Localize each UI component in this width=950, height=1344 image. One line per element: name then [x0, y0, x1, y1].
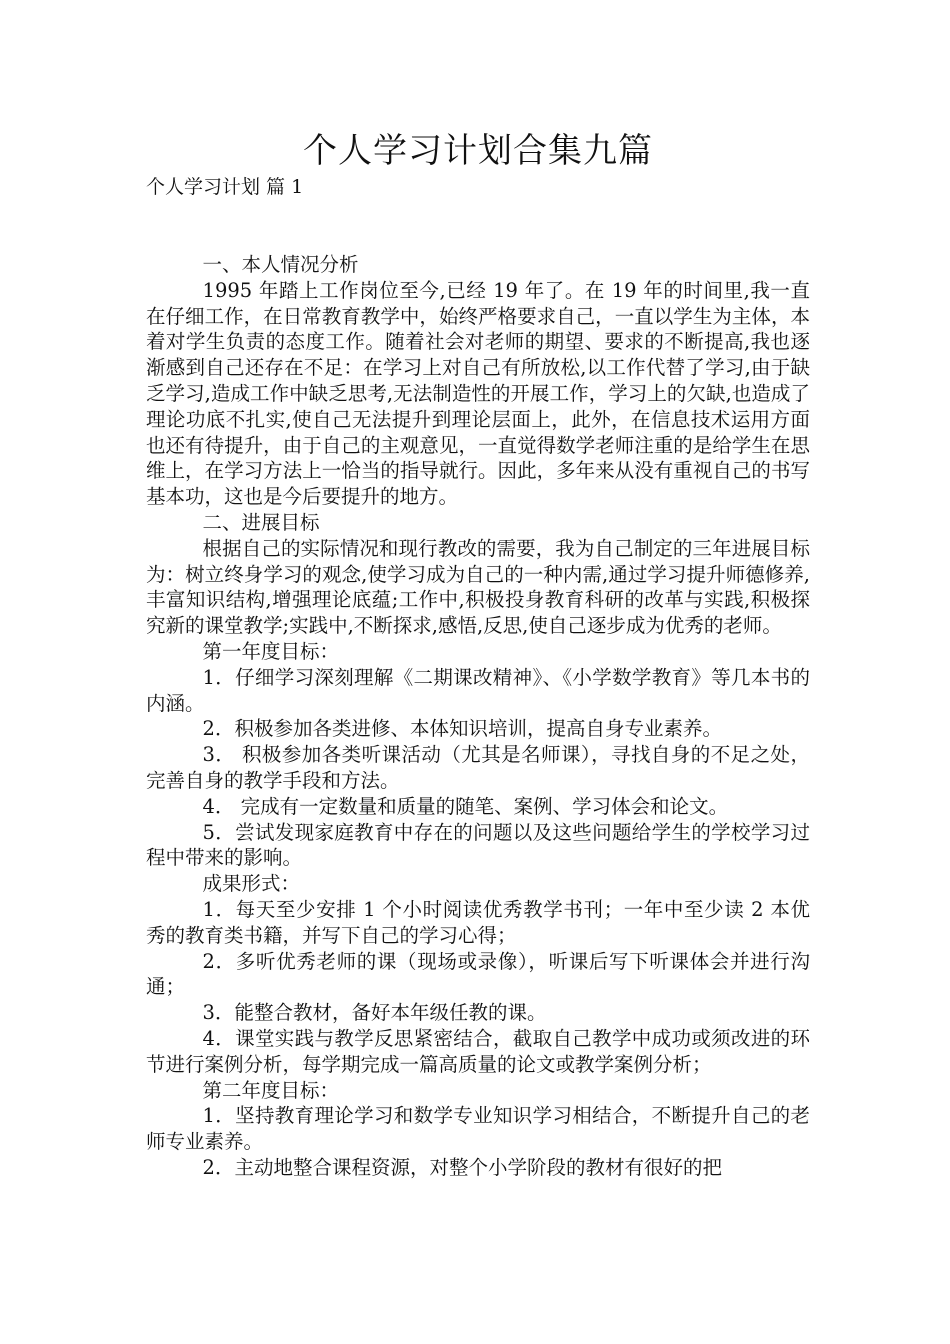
subheading: 第一年度目标：	[202, 639, 340, 663]
list-item: 1．每天至少安排 1 个小时阅读优秀教学书刊；一年中至少读 2 本优秀的教育类书籍，并写下自己的学习心得；	[146, 897, 810, 947]
subheading: 第二年度目标：	[202, 1078, 340, 1102]
paragraph: 1995 年踏上工作岗位至今,已经 19 年了。在 19 年的时间里,我一直在仔细工作，在日常教育教学中，始终严格要求自己，一直以学生为主体，本着对学生负责的态度工作。随着社会对老师的期望、要求的不断提高,我也逐渐感到自己还存在不足：在学习上对自己有所放松,以工作代替了学习,由于缺乏学习,造成工作中缺乏思考,无法制造性的开展工作，学习上的欠缺,也造成了理论功底不扎实,使自己无法提升到理论层面上，此外，在信息技术运用方面也还有待提升，由于自己的主观意见，一直觉得数学老师注重的是给学生在思维上，在学习方法上一恰当的指导就行。因此，多年来从没有重视自己的书写基本功，这也是今后要提升的地方。	[146, 278, 810, 509]
list-item: 2．积极参加各类进修、本体知识培训，提高自身专业素养。	[202, 717, 722, 741]
list-item: 3．能整合教材，备好本年级任教的课。	[202, 1001, 547, 1025]
list-item: 5．尝试发现家庭教育中存在的问题以及这些问题给学生的学校学习过程中带来的影响。	[146, 820, 810, 870]
list-item: 2．多听优秀老师的课（现场或录像），听课后写下听课体会并进行沟通；	[146, 949, 810, 999]
section-heading: 一、本人情况分析	[202, 253, 359, 276]
document-page	[146, 128, 810, 1181]
paragraph: 根据自己的实际情况和现行教改的需要，我为自己制定的三年进展目标为：树立终身学习的观念,使学习成为自己的一种内需,通过学习提升师德修养,丰富知识结构,增强理论底蕴;工作中,积极投身教育科研的改革与实践,积极探究新的课堂教学;实践中,不断探求,感悟,反思,使自己逐步成为优秀的老师。	[146, 536, 810, 638]
list-item: 4． 完成有一定数量和质量的随笔、案例、学习体会和论文。	[202, 794, 729, 818]
document-subtitle: 个人学习计划 篇 1	[146, 176, 304, 198]
list-item: 1．仔细学习深刻理解《二期课改精神》、《小学数学教育》等几本书的内涵。	[146, 665, 810, 715]
blank-space	[146, 200, 810, 252]
document-body	[146, 252, 810, 1181]
list-item: 2．主动地整合课程资源，对整个小学阶段的教材有很好的把	[202, 1155, 722, 1179]
subheading: 成果形式：	[202, 872, 301, 896]
list-item: 3． 积极参加各类听课活动（尤其是名师课），寻找自身的不足之处，完善自身的教学手段和方法。	[146, 743, 810, 792]
section-heading: 二、进展目标	[202, 510, 320, 534]
document-title: 个人学习计划合集九篇	[303, 131, 653, 171]
list-item: 4．课堂实践与教学反思紧密结合，截取自己教学中成功或须改进的环节进行案例分析，每学期完成一篇高质量的论文或教学案例分析；	[146, 1026, 810, 1076]
list-item: 1．坚持教育理论学习和数学专业知识学习相结合，不断提升自己的老师专业素养。	[146, 1104, 810, 1154]
